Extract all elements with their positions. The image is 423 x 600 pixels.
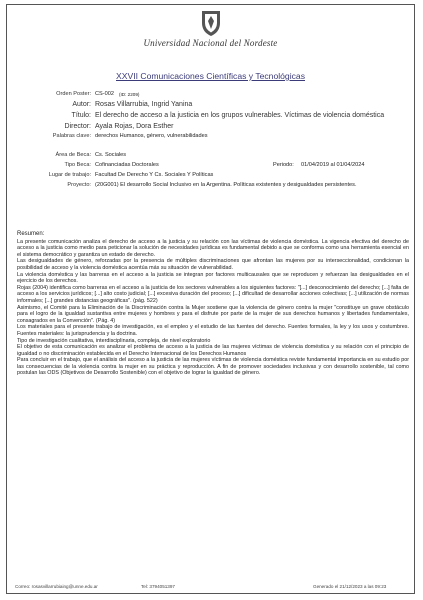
orden-poster-id: (ID: 2209) [119,92,140,97]
resumen-paragraph: La violencia doméstica y las barreras en el acceso a la justicia se integran por factores multicausales que se reproducen y refuerzan las desigualdades en el ejercicio de los derechos. [17,271,409,285]
resumen-paragraph: Los materiales para el presente trabajo de investigación, es el empleo y el estudio de las fuentes del derecho. Fuentes formales, la ley y los usos y costumbres. Fuentes materiales: la jurisprudencia y la doctrina. [17,324,409,337]
resumen-paragraph: Rojas (2004) identifica como barreras en el acceso a la justicia de los sectores vulnerables a los siguientes factores: "[...] desconocimiento del derecho; [...] falta de acceso a los servicios jurídicos; [...] alto costo judicial; [...] excesiva duración del proceso; [...] dificultad de desarrollar acciones colectivas; [...] utilización de normas informales; [...] grandes distancias geográficas". (pág. 522) [17,284,409,304]
tipo-beca-value: Cofinanciadas Doctorales [95,162,159,168]
university-logo [7,9,414,48]
periodo-label: Periodo: [273,162,294,168]
titulo-value: El derecho de acceso a la justicia en los grupos vulnerables. Víctimas de violencia doméstica [95,112,385,119]
footer-phone: Tel: 3794051397 [141,584,175,589]
area-beca-value: Cs. Sociales [95,152,127,158]
resumen-paragraph: Las desigualdades de género, reforzadas por la presencia de múltiples discriminaciones que afrontan las mujeres por su interseccionalidad, condicionan la posibilidad de acceso y la violencia doméstica acentúa más su situación de vulnerabilidad. [17,258,409,271]
resumen-paragraph: Tipo de investigación cualitativa, interdisciplinaria, compleja, de nivel exploratorio [17,337,211,344]
document-page: Universidad Nacional del Nordeste XXVII Comunicaciones Científicas y Tecnológicas Orden Poster: CS-002 (ID: 2209) Autor: Rosas Villarrubia, Ingrid Yanina Título: El derecho de acceso a la justicia en los grupos vulnerables. Víctimas de violencia doméstica Director: Ayala Rojas, Dora Esther Palabras clave: derechos Humanos, género, vulnerabilidades Área de Beca: Cs. Sociales Tipo Beca: Cofinanciadas Doctorales Periodo: 01/04/2019 al 01/04/2024 Lugar de trabajo: Facultad De Derecho Y Cs. Sociales Y Políticas Proyecto: (20G001) El desarrollo Social Inclusivo en la Argentina. Políticas existentes y desigualdades persistentes. Resumen: La presente comunicación analiza el derecho de acceso a la justicia y su relación con las víctimas de violencia doméstica. La vigencia efectiva del derecho de acceso a la justicia como medio para peticionar la solución de necesidades jurídicas es fundamental debido a que se conforma como una herramienta esencial en el sistema democrático y garantiza un estado de derecho. Las desigualdades de género, reforzadas por la presencia de múltiples discriminaciones que afrontan las mujeres por su interseccionalidad, condicionan la posibilidad de acceso y la violencia doméstica acentúa más su situación de vulnerabilidad. La violencia doméstica y las barreras en el acceso a la justicia se integran por factores multicausales que se reproducen y refuerzan las desigualdades en el ejercicio de los derechos. Rojas (2004) identifica como barreras en el acceso a la justicia de los sectores vulnerables a los siguientes factores: "[...] desconocimiento del derecho; [...] falta de acceso a los servicios jurídicos; [...] alto costo judicial; [...] excesiva duración del proceso; [...] dificultad de desarrollar acciones colectivas; [...] utilización de normas informales; [...] grandes distancias geográficas". (pág. 522) Asimismo, el Comité para la Eliminación de la Discriminación contra la Mujer sostiene que la violencia de género contra la mujer "constituye un grave obstáculo para el logro de la igualdad sustantiva entre mujeres y hombres y para el disfrute por parte de la mujer de sus derechos humanos y libertades fundamentales, consagrados en la Convención". (Pág. 4) Los materiales para el presente trabajo de investigación, es el empleo y el estudio de las fuentes del derecho. Fuentes formales, la ley y los usos y costumbres. Fuentes materiales: la jurisprudencia y la doctrina. Tipo de investigación cualitativa, interdisciplinaria, compleja, de nivel exploratorio El objetivo de esta comunicación es analizar el problema de acceso a la justicia de las mujeres víctimas de violencia doméstica y su relación con el principio de igualdad o no discriminación establecida en el Derecho Internacional de los Derechos Humanos Para concluir en el trabajo, que el análisis del acceso a la justicia de las mujeres víctimas de violencia doméstica reviste fundamental importancia en su estudio por las consecuencias de la violencia contra la mujer en su práctica y reproducción. A fin de promover sociedades inclusivas y con desarrollo sostenible, tal como postulan las ODS (Objetivos de Desarrollo Sostenible) con el objetivo de lograr la igualdad de género. Correo: rosasvillarrubiaing@unne.edu.ar Tel: 3794051397 Generado el 21/12/2023 a las 09:23 [6,4,415,594]
footer-email: Correo: rosasvillarrubiaing@unne.edu.ar [15,584,98,589]
resumen-title: Resumen: [17,231,45,237]
orden-poster-value: CS-002 [95,91,114,97]
resumen-paragraph: Asimismo, el Comité para la Eliminación de la Discriminación contra la Mujer sostiene que la violencia de género contra la mujer "constituye un grave obstáculo para el logro de la igualdad sustantiva entre mujeres y hombres y para el disfrute por parte de la mujer de sus derechos humanos y libertades fundamentales, consagrados en la Convención". (Pág. 4) [17,304,409,324]
university-name: Universidad Nacional del Nordeste [143,38,278,48]
resumen-paragraph: La presente comunicación analiza el derecho de acceso a la justicia y su relación con las víctimas de violencia doméstica. La vigencia efectiva del derecho de acceso a la justicia como medio para peticionar la solución de necesidades jurídicas es fundamental debido a que se conforma como una herramienta esencial en el sistema democrático y garantiza un estado de derecho. [17,238,409,258]
director-value: Ayala Rojas, Dora Esther [95,123,174,130]
palabras-clave-value: derechos Humanos, género, vulnerabilidades [95,133,208,139]
proyecto-value: (20G001) El desarrollo Social Inclusivo en la Argentina. Políticas existentes y desigualdades persistentes. [95,182,357,188]
resumen-paragraph: Para concluir en el trabajo, que el análisis del acceso a la justicia de las mujeres víctimas de violencia doméstica reviste fundamental importancia en su estudio por las consecuencias de la violencia contra la mujer en su práctica y reproducción. A fin de promover sociedades inclusivas y con desarrollo sostenible, tal como postulan las ODS (Objetivos de Desarrollo Sostenible) con el objetivo de lograr la igualdad de género. [17,357,409,377]
autor-value: Rosas Villarrubia, Ingrid Yanina [95,101,193,108]
lugar-trabajo-value: Facultad De Derecho Y Cs. Sociales Y Políticas [95,172,214,178]
resumen-paragraph: El objetivo de esta comunicación es analizar el problema de acceso a la justicia de las mujeres víctimas de violencia doméstica y su relación con el principio de igualdad o no discriminación establecida en el Derecho Internacional de los Derechos Humanos [17,344,409,357]
university-seal-icon [199,9,223,37]
periodo-value: 01/04/2019 al 01/04/2024 [301,162,365,168]
footer-generated: Generado el 21/12/2023 a las 09:23 [313,584,387,589]
resumen-section [17,231,409,377]
conference-title: XXVII Comunicaciones Científicas y Tecnológicas [116,71,305,81]
